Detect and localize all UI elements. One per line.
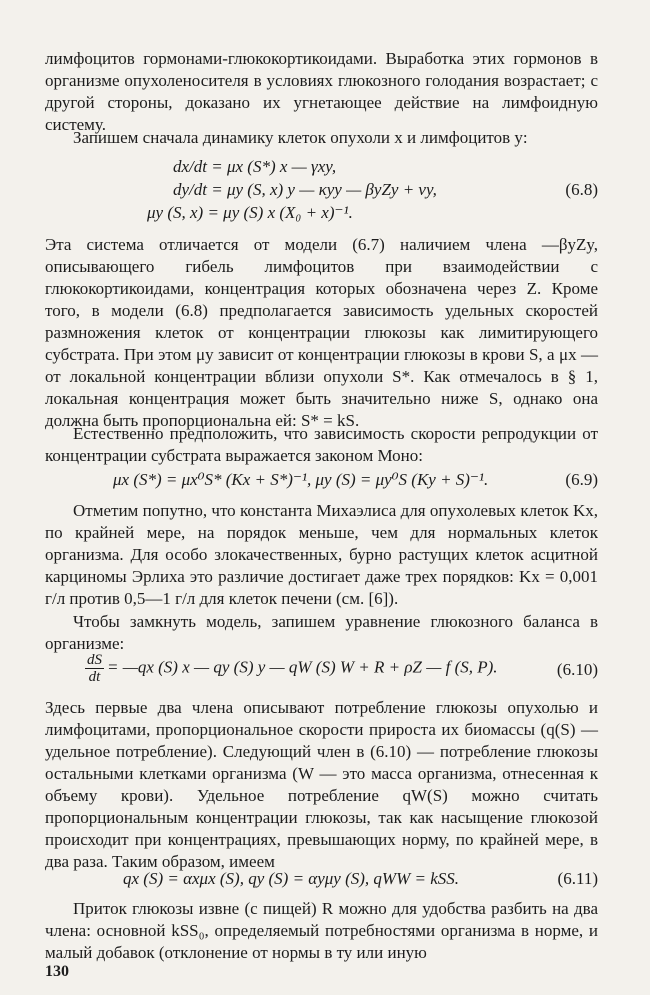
equation-6-8 — [45, 157, 598, 225]
equation-6-8-line-2: dy/dt = μy (S, x) y — κyy — βyZy + νy, — [173, 180, 437, 199]
page-number: 130 — [45, 963, 69, 980]
paragraph-dynamics-intro: Запишем сначала динамику клеток опухоли x и лимфоцитов y: — [73, 128, 528, 147]
equation-6-8-line-1: dx/dt = μx (S*) x — γxy, — [173, 157, 337, 176]
equation-6-10-fraction — [85, 652, 104, 685]
paragraph-michaelis: Отметим попутно, что константа Михаэлиса для опухолевых клеток Kx, по крайней мере, на порядок меньше, чем для нормальных клеток организма. Для особо злокачественных, бурно растущих клеток асцитной карциномы Эрлиха это различие достигает даже трех порядков: Kx = 0,001 г/л против 0,5—1 г/л для клеток печени (см. [6]). — [45, 501, 598, 608]
equation-6-8-line-3: μy (S, x) = μy (S) x (X₀ + x)⁻¹. — [147, 203, 353, 222]
equation-6-11-number: (6.11) — [557, 869, 598, 888]
equation-6-9-body: μx (S*) = μx⁰S* (Kx + S*)⁻¹, μy (S) = μy⁰S (Ky + S)⁻¹. — [113, 470, 489, 489]
equation-6-8-number: (6.8) — [565, 180, 598, 199]
equation-6-10-rest: = —qx (S) x — qy (S) y — qW (S) W + R + ρZ — f (S, P). — [107, 657, 498, 677]
paragraph-hormones: лимфоцитов гормонами-глюкокортикоидами. Выработка этих гормонов в организме опухоленосителя в условиях глюкозного голодания возрастает; с другой стороны, доказано их угнетающее действие на лимфоидную систему. — [45, 49, 598, 134]
equation-6-10 — [45, 652, 598, 692]
paragraph-system-differs: Эта система отличается от модели (6.7) наличием члена —βyZy, описывающего гибель лимфоцитов при взаимодействии с глюкокортикоидами, концентрация которых обозначена через Z. Кроме того, в модели (6.8) предполагается зависимость удельных скоростей размножения клеток от концентрации глюкозы как лимитирующего субстрата. При этом μy зависит от концентрации глюкозы в крови S, а μx — от локальной концентрации вблизи опухоли S*. Как отмечалось в § 1, локальная концентрация может быть значительно ниже S, однако она должна быть пропорциональна ей: S* = kS. — [45, 235, 598, 430]
paragraph-glucose-balance-intro: Чтобы замкнуть модель, запишем уравнение глюкозного баланса в организме: — [45, 612, 598, 653]
equation-6-9 — [45, 470, 598, 494]
equation-6-10-number: (6.10) — [556, 660, 598, 679]
equation-6-11-body: qx (S) = αxμx (S), qy (S) = αyμy (S), qWW = kSS. — [123, 869, 460, 888]
equation-6-11 — [45, 869, 598, 893]
paragraph-monod-intro: Естественно предположить, что зависимость скорости репродукции от концентрации субстрата выражается законом Моно: — [45, 424, 598, 465]
equation-6-10-denominator: dt — [88, 669, 101, 685]
equation-6-10-numerator: dS — [87, 652, 102, 668]
equation-6-9-number: (6.9) — [565, 470, 598, 489]
equation-6-10-body — [85, 652, 498, 685]
paragraph-glucose-inflow: Приток глюкозы извне (с пищей) R можно для удобства разбить на два члена: основной kSS₀, определяемый потребностями организма в норме, и малый добавок (отклонение от нормы в ту или иную — [45, 899, 598, 962]
paragraph-consumption-terms: Здесь первые два члена описывают потребление глюкозы опухолью и лимфоцитами, пропорциональное скорости прироста их биомассы (q(S) — удельное потребление). Следующий член в (6.10) — потребление глюкозы остальными клетками организма (W — это масса организма, отнесенная к объему крови). Удельное потребление qW(S) можно считать пропорциональным концентрации глюкозы, так как насыщение глюкозой происходит при концентрациях, превышающих норму, по крайней мере, в два раза. Таким образом, имеем — [45, 698, 598, 871]
